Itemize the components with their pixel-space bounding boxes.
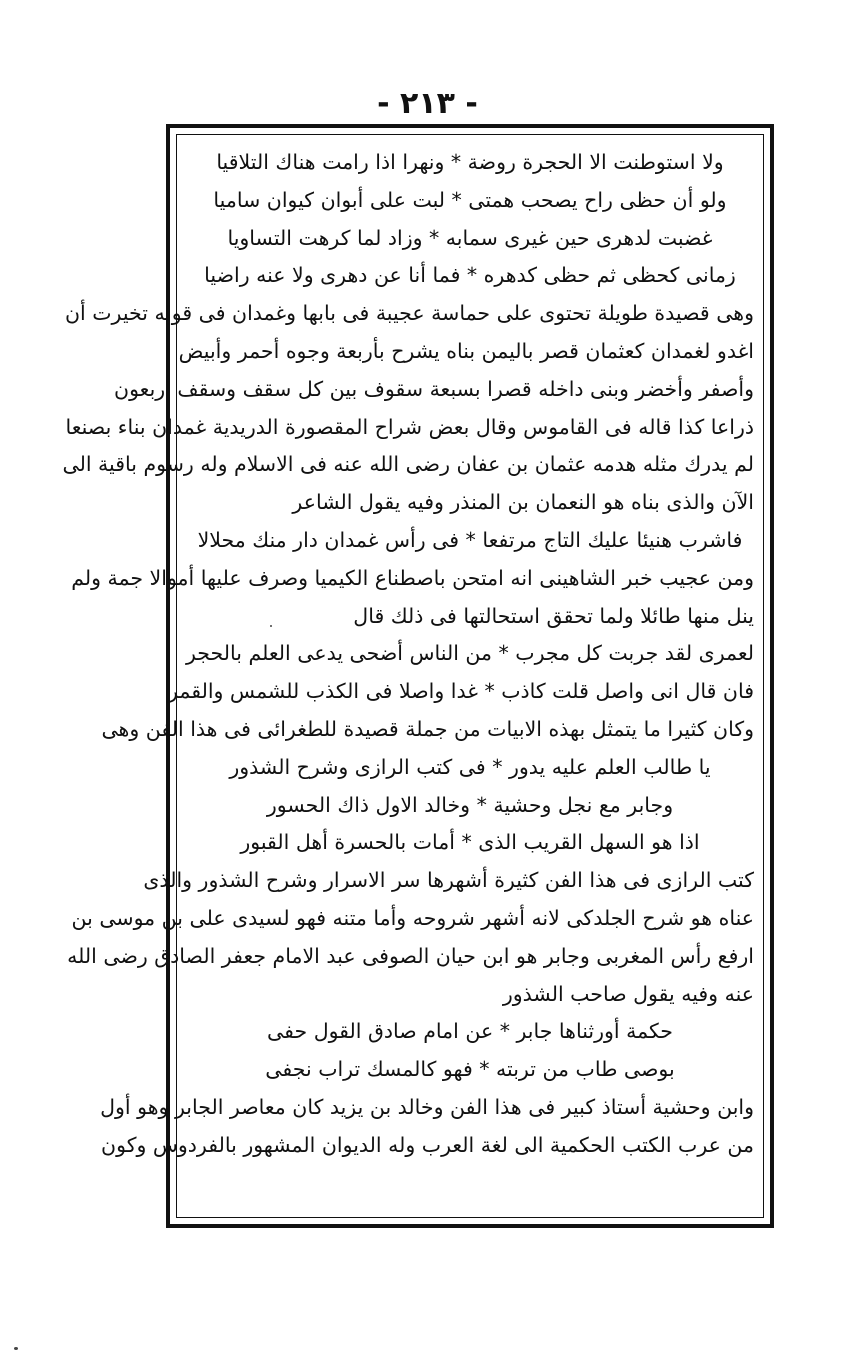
text-line-11: فاشرب هنيئا عليك التاج مرتفعا * فى رأس غمدان دار منك محلالا: [197, 527, 743, 552]
text-line-20: كتب الرازى فى هذا الفن كثيرة أشهرها سر الاسرار وشرح الشذور والذى: [143, 868, 754, 893]
text-line-21: عناه هو شرح الجلدكى لانه أشهر شروحه وأما متنه فهو لسيدى على بن موسى بن: [71, 905, 754, 930]
text-line-17: يا طالب العلم عليه يدور * فى كتب الرازى وشرح الشذور: [229, 754, 711, 779]
text-line-4: زمانى كحظى ثم حظى كدهره * فما أنا عن دهرى ولا عنه راضيا: [204, 263, 736, 288]
text-line-8: ذراعا كذا قاله فى القاموس وقال بعض شراح المقصورة الدريدية غمدان بناء بصنعا: [65, 414, 754, 439]
text-line-27: من عرب الكتب الحكمية الى لغة العرب وله الديوان المشهور بالفردوس وكون: [101, 1132, 754, 1157]
text-line-12: ومن عجيب خبر الشاهينى انه امتحن باصطناع الكيميا وصرف عليها أموالا جمة ولم: [71, 565, 754, 590]
text-line-24: حكمة أورثناها جابر * عن امام صادق القول حفى: [267, 1019, 673, 1044]
text-line-5: وهى قصيدة طويلة تحتوى على حماسة عجيبة فى بابها وغمدان فى قوله تخيرت أن: [64, 301, 754, 326]
main-text-block: [62, 144, 754, 1165]
text-line-7: وأصفر وأخضر وبنى داخله قصرا بسبعة سقوف بين كل سقف وسقف أربعون: [114, 376, 754, 401]
text-line-23: عنه وفيه يقول صاحب الشذور: [502, 981, 754, 1006]
text-line-2: ولو أن حظى راح يصحب همتى * لبت على أبوان كيوان ساميا: [213, 187, 727, 212]
text-line-18: وجابر مع نجل وحشية * وخالد الاول ذاك الحسور: [266, 792, 674, 817]
scan-speck: [14, 1347, 18, 1350]
text-line-1: ولا استوطنت الا الحجرة روضة * ونهرا اذا رامت هناك التلاقيا: [216, 150, 724, 174]
page-number: - ٢١٣ -: [377, 86, 478, 121]
text-line-9: لم يدرك مثله هدمه عثمان بن عفان رضى الله عنه فى الاسلام وله رسوم باقية الى: [62, 452, 754, 477]
scan-speck: [270, 625, 272, 627]
text-line-22: ارفع رأس المغربى وجابر هو ابن حيان الصوفى عبد الامام جعفر الصادق رضى الله: [67, 943, 754, 968]
text-line-26: وابن وحشية أستاذ كبير فى هذا الفن وخالد بن يزيد كان معاصر الجابر وهو أول: [100, 1094, 754, 1119]
text-line-6: اغدو لغمدان كعثمان قصر باليمن بناه يشرح بأربعة وجوه أحمر وأبيض: [178, 338, 754, 363]
text-line-19: اذا هو السهل القريب الذى * أمات بالحسرة أهل القبور: [240, 830, 700, 855]
text-line-13: ينل منها طائلا ولما تحقق استحالتها فى ذلك قال: [353, 603, 754, 628]
text-line-15: فان قال انى واصل قلت كاذب * غدا واصلا فى الكذب للشمس والقمر: [168, 679, 754, 704]
text-line-3: غضبت لدهرى حين غيرى سمابه * وزاد لما كرهت التساويا: [227, 225, 713, 250]
text-line-14: لعمرى لقد جربت كل مجرب * من الناس أضحى يدعى العلم بالحجر: [185, 641, 754, 666]
text-line-16: وكان كثيرا ما يتمثل بهذه الابيات من جملة قصيدة للطغرائى فى هذا الفن وهى: [101, 716, 754, 741]
text-line-10: الآن والذى بناه هو النعمان بن المنذر وفيه يقول الشاعر: [292, 490, 754, 515]
text-line-25: بوصى طاب من تربته * فهو كالمسك تراب نجفى: [265, 1057, 675, 1082]
